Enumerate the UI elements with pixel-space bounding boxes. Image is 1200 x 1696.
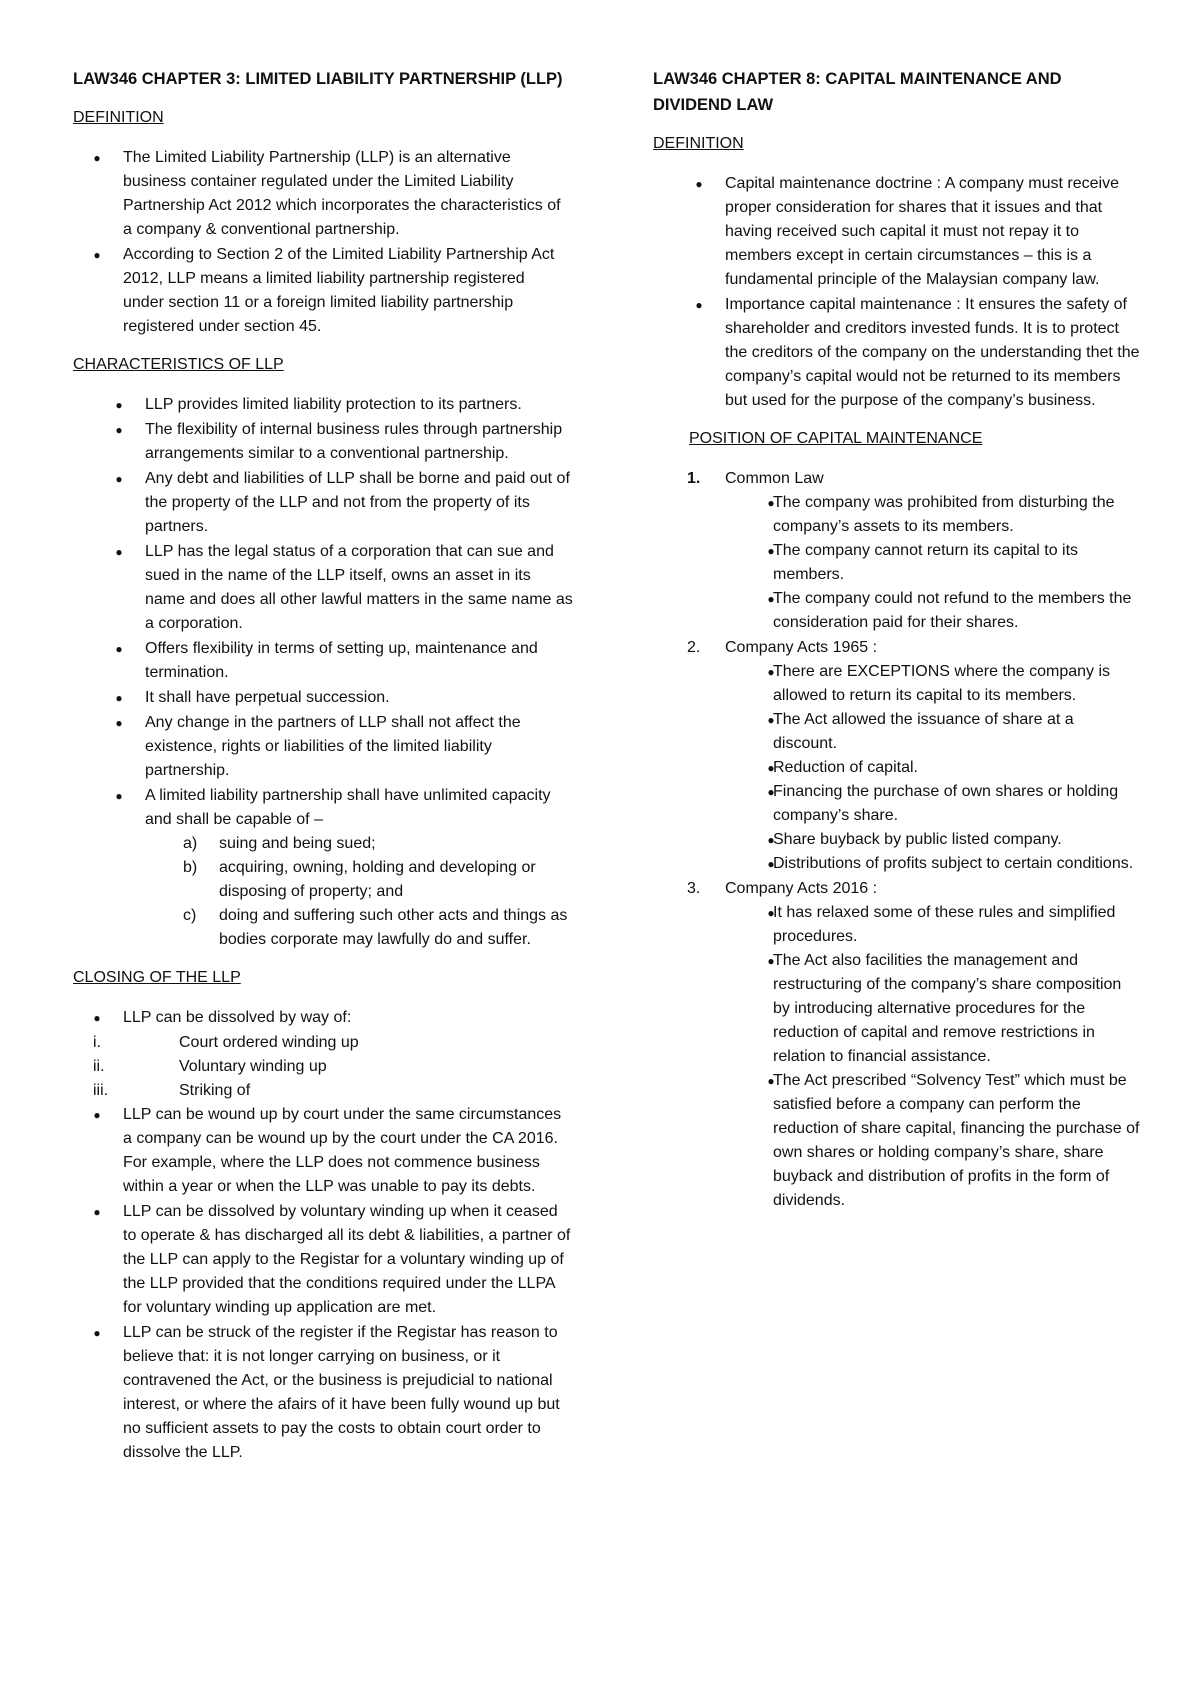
bullet-dot-icon: ● [767, 785, 775, 799]
list-item: ● Reduction of capital. [725, 756, 1141, 780]
bullet-dot-icon: ● [767, 713, 775, 727]
bullet-dot-icon: ● [767, 665, 775, 679]
list-item: ● Capital maintenance doctrine : A company must receive proper consideration for shares that it issues and that having received such capital it must not repay it to members except in certain circumstances – this is a fundamental principle of the Malaysian company law. [653, 172, 1141, 292]
bullet-dot-icon: ● [767, 954, 775, 968]
bullet-dot-icon: ● [115, 545, 123, 559]
way-item: ii. Voluntary winding up [93, 1058, 327, 1075]
position-group: 1. Common Law ● The company was prohibited from disturbing the company’s assets to its members. ● The company cannot return its capital to its members. ● The company could not refund to the members the consideration paid for their shares. [653, 467, 1141, 635]
dissolution-ways-list [69, 1031, 573, 1103]
bullet-dot-icon: ● [115, 398, 123, 412]
list-item: ● Financing the purchase of own shares or holding company’s share. [725, 780, 1141, 828]
chapter-8-title: LAW346 CHAPTER 8: CAPITAL MAINTENANCE AND DIVIDEND LAW [653, 70, 1062, 114]
way-item: iii. Striking of [93, 1082, 251, 1099]
list-item: ● The flexibility of internal business rules through partnership arrangements similar to a conventional partnership. [73, 418, 573, 466]
bullet-dot-icon: ● [767, 544, 775, 558]
bullet-dot-icon: ● [115, 423, 123, 437]
list-item: ● Importance capital maintenance : It ensures the safety of shareholder and creditors invested funds. It is to protect the creditors of the company on the understanding thet the company’s capital would not be returned to its members but used for the purpose of the company’s business. [653, 293, 1141, 413]
position-group: 3. Company Acts 2016 : ● It has relaxed some of these rules and simplified procedures. ● The Act also facilities the management and restructuring of the company’s share composition by introducing alternative procedures for the reduction of capital and remove restrictions in relation to financial assistance. ● The Act prescribed “Solvency Test” which must be satisfied before a company can perform the reduction of share capital, financing the purchase of own shares or holding company’s share, share buyback and distribution of profits in the form of dividends. [653, 877, 1141, 1213]
bullet-dot-icon: ● [93, 1326, 101, 1340]
definition-list [653, 172, 1141, 413]
bullet-dot-icon: ● [93, 1205, 101, 1219]
definition-heading: DEFINITION [653, 135, 744, 152]
bullet-dot-icon: ● [115, 642, 123, 656]
bullet-dot-icon: ● [115, 789, 123, 803]
bullet-dot-icon: ● [93, 151, 101, 165]
list-item: ● The company could not refund to the members the consideration paid for their shares. [725, 587, 1141, 635]
list-item: ● The Act also facilities the management and restructuring of the company’s share composition by introducing alternative procedures for the reduction of capital and remove restrictions in relation to financial assistance. [725, 949, 1141, 1069]
list-item: ● LLP can be wound up by court under the same circumstances a company can be wound up by the court under the CA 2016. For example, where the LLP does not commence business within a year or when the LLP was unable to pay its debts. [73, 1103, 573, 1199]
list-item: ● The Act allowed the issuance of share at a discount. [725, 708, 1141, 756]
list-item: ● LLP can be struck of the register if the Registar has reason to believe that: it is not longer carrying on business, or it contravened the Act, or the business is prejudicial to national interest, or where the afairs of it have been fully wound up but no sufficient assets to pay the costs to obtain court order to dissolve the LLP. [73, 1321, 573, 1465]
list-item: ● The company cannot return its capital to its members. [725, 539, 1141, 587]
bullet-dot-icon: ● [695, 298, 703, 312]
closing-list [73, 1103, 573, 1465]
list-item: ● The Act prescribed “Solvency Test” which must be satisfied before a company can perform the reduction of share capital, financing the purchase of own shares or holding company’s share, share buyback and distribution of profits in the form of dividends. [725, 1069, 1141, 1213]
position-group: 2. Company Acts 1965 : ● There are EXCEPTIONS where the company is allowed to return its capital to its members. ● The Act allowed the issuance of share at a discount. ● Reduction of capital. ● Financing the purchase of own shares or holding company’s share. ● Share buyback by public listed company. ● Distributions of profits subject to certain conditions. [653, 636, 1141, 876]
closing-intro-list [73, 1006, 573, 1030]
list-item: ● Share buyback by public listed company. [725, 828, 1141, 852]
company-acts-1965-list [725, 660, 1141, 876]
list-item: ● There are EXCEPTIONS where the company is allowed to return its capital to its members. [725, 660, 1141, 708]
capacity-list [183, 832, 573, 952]
bullet-dot-icon: ● [767, 761, 775, 775]
closing-heading: CLOSING OF THE LLP [73, 969, 241, 986]
capacity-item: a) suing and being sued; [183, 835, 376, 852]
bullet-dot-icon: ● [767, 496, 775, 510]
left-column [73, 66, 573, 1466]
bullet-dot-icon: ● [695, 177, 703, 191]
list-item: ● It shall have perpetual succession. [73, 686, 573, 710]
list-item: ● Any change in the partners of LLP shall not affect the existence, rights or liabilities of the limited liability partnership. [73, 711, 573, 783]
bullet-dot-icon: ● [115, 716, 123, 730]
bullet-dot-icon: ● [93, 248, 101, 262]
position-heading: POSITION OF CAPITAL MAINTENANCE [689, 430, 983, 447]
characteristics-list [73, 393, 573, 952]
capacity-item: c) doing and suffering such other acts and things as bodies corporate may lawfully do and suffer. [183, 907, 568, 948]
list-item: ● Offers flexibility in terms of setting up, maintenance and termination. [73, 637, 573, 685]
list-item: ● It has relaxed some of these rules and simplified procedures. [725, 901, 1141, 949]
chapter-3-title: LAW346 CHAPTER 3: LIMITED LIABILITY PARTNERSHIP (LLP) [73, 70, 563, 88]
definition-list [73, 146, 573, 339]
position-list [653, 467, 1141, 1213]
list-item: ● According to Section 2 of the Limited Liability Partnership Act 2012, LLP means a limited liability partnership registered under section 11 or a foreign limited liability partnership registered under section 45. [73, 243, 563, 339]
bullet-dot-icon: ● [93, 1108, 101, 1122]
bullet-dot-icon: ● [767, 592, 775, 606]
bullet-dot-icon: ● [115, 691, 123, 705]
bullet-dot-icon: ● [767, 857, 775, 871]
characteristics-heading: CHARACTERISTICS OF LLP [73, 356, 284, 373]
definition-heading: DEFINITION [73, 109, 164, 126]
bullet-dot-icon: ● [115, 472, 123, 486]
bullet-dot-icon: ● [93, 1011, 101, 1025]
common-law-list [725, 491, 1141, 635]
right-column [653, 66, 1141, 1214]
bullet-dot-icon: ● [767, 906, 775, 920]
list-item: ● LLP can be dissolved by voluntary winding up when it ceased to operate & has discharged all its debt & liabilities, a partner of the LLP can apply to the Registar for a voluntary winding up of the LLP provided that the conditions required under the LLPA for voluntary winding up application are met. [73, 1200, 573, 1320]
list-item: ● LLP can be dissolved by way of: [73, 1006, 573, 1030]
list-item: ● Any debt and liabilities of LLP shall be borne and paid out of the property of the LLP and not from the property of its partners. [73, 467, 573, 539]
way-item: i. Court ordered winding up [93, 1034, 359, 1051]
list-item: ● The company was prohibited from disturbing the company’s assets to its members. [725, 491, 1141, 539]
bullet-dot-icon: ● [767, 833, 775, 847]
list-item: ● LLP provides limited liability protection to its partners. [73, 393, 573, 417]
list-item: ● A limited liability partnership shall have unlimited capacity and shall be capable of – a) suing and being sued; b) acquiring, owning, holding and developing or disposing of property; and c) doing and suffering such other acts and things as bodies corporate may lawfully do and suffer. [73, 784, 573, 952]
company-acts-2016-list [725, 901, 1141, 1213]
list-item: ● LLP has the legal status of a corporation that can sue and sued in the name of the LLP itself, owns an asset in its name and does all other lawful matters in the same name as a corporation. [73, 540, 573, 636]
bullet-dot-icon: ● [767, 1074, 775, 1088]
list-item: ● Distributions of profits subject to certain conditions. [725, 852, 1141, 876]
capacity-item: b) acquiring, owning, holding and developing or disposing of property; and [183, 859, 536, 900]
list-item: ● The Limited Liability Partnership (LLP) is an alternative business container regulated under the Limited Liability Partnership Act 2012 which incorporates the characteristics of a company & conventional partnership. [73, 146, 563, 242]
